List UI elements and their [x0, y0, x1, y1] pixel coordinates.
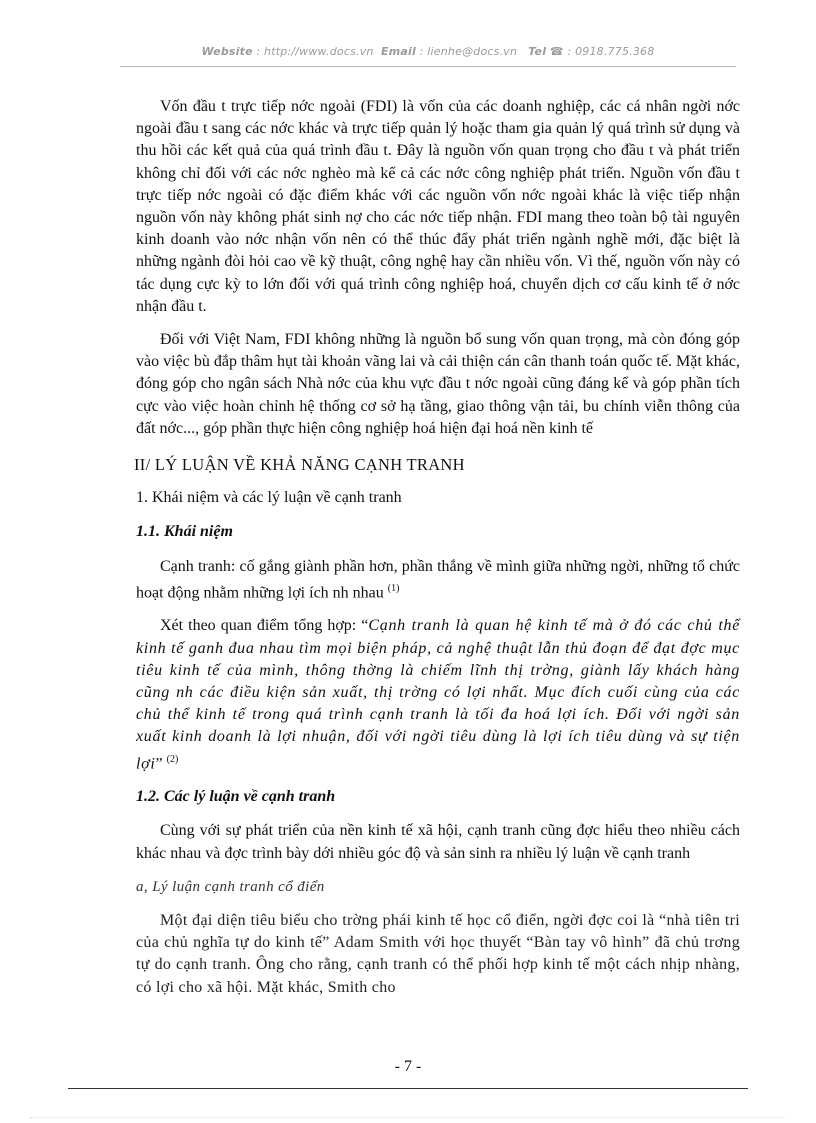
website-url[interactable]: http://www.docs.vn	[264, 45, 374, 58]
paragraph-adam-smith: Một đại diện tiêu biểu cho trờng phái kinh tế học cổ điển, ngời đợc coi là “nhà tiên tri của chủ nghĩa tự do kinh tế” Adam Smith với học thuyết “Bàn tay vô hình” đã chủ trơng tự do cạnh tranh. Ông cho rằng, cạnh tranh có thể phối hợp kinh tế một cách nhịp nhàng, có lợi cho xã hội. Mặt khác, Smith cho	[136, 911, 740, 996]
email-label: Email	[381, 45, 416, 58]
subsubsection-heading-concept: 1.1. Khái niệm	[136, 523, 233, 541]
document-body	[136, 96, 740, 1010]
paragraph-fdi-vietnam: Đối với Việt Nam, FDI không những là nguồn bổ sung vốn quan trọng, mà còn đóng góp vào việc bù đắp thâm hụt tài khoản vãng lai và cải thiện cán cân thanh toán quốc tế. Mặt khác, đóng góp cho ngân sách Nhà nớc của khu vực đầu t nớc ngoài cũng đáng kể và góp phần tích cực vào việc hoàn chỉnh hệ thống cơ sở hạ tầng, giao thông vận tải, bu chính viễn thông của đất nớc..., góp phần thực hiện công nghiệp hoá hiện đại hoá nền kinh tế	[136, 331, 740, 437]
tel-label: Tel	[528, 45, 547, 58]
subsection-heading: 1. Khái niệm và các lý luận về cạnh tranh	[136, 489, 402, 507]
footer-divider	[68, 1088, 748, 1089]
paragraph-theories-intro: Cùng với sự phát triển của nền kinh tế xã hội, cạnh tranh cũng đợc hiểu theo nhiều cách khác nhau và đợc trình bày dới nhiều góc độ và sản sinh ra nhiều lý luận về cạnh tranh	[136, 822, 740, 862]
page-header: Website : http://www.docs.vn Email : lienhe@docs.vn Tel ☎ : 0918.775.368	[201, 45, 655, 58]
phone-icon: ☎	[549, 45, 564, 58]
quote-text: Cạnh tranh là quan hệ kinh tế mà ở đó các chủ thể kinh tế ganh đua nhau tìm mọi biện pháp, cả nghệ thuật lẫn thủ đoạn để đạt đợc mục tiêu kinh tế của mình, thông thờng là chiếm lĩnh thị trờng, giành lấy khách hàng cũng nh các điều kiện sản xuất, thị trờng có lợi nhất. Mục đích cuối cùng của các chủ thể kinh tế trong quá trình cạnh tranh là tối đa hoá lợi ích. Đối với ngời sản xuất kinh doanh là lợi nhuận, đối với ngời tiêu dùng là lợi ích tiêu dùng và sự tiện lợi	[136, 617, 740, 772]
footnote-ref-2: (2)	[166, 753, 179, 765]
paragraph-competition-synthesis: Xét theo quan điểm tổng hợp: “Cạnh tranh là quan hệ kinh tế mà ở đó các chủ thể kinh tế ganh đua nhau tìm mọi biện pháp, cả nghệ thuật lẫn thủ đoạn để đạt đợc mục tiêu kinh tế của mình, thông thờng là chiếm lĩnh thị trờng, giành lấy khách hàng cũng nh các điều kiện sản xuất, thị trờng có lợi nhất. Mục đích cuối cùng của các chủ thể kinh tế trong quá trình cạnh tranh là tối đa hoá lợi ích. Đối với ngời sản xuất kinh doanh là lợi nhuận, đối với ngời tiêu dùng là lợi ích tiêu dùng và sự tiện lợi” $^{(2)}$	[136, 617, 740, 772]
header-divider	[120, 66, 736, 67]
page-edge-dotted-line	[30, 1117, 786, 1118]
page-number: - 7 -	[394, 1058, 422, 1075]
footnote-ref-1: (1)	[387, 582, 400, 594]
classical-theory-heading: a, Lý luận cạnh tranh cổ điển	[136, 878, 325, 895]
paragraph-competition-definition: Cạnh tranh: cố gắng giành phần hơn, phần thắng về mình giữa những ngời, những tổ chức hoạt động nhằm những lợi ích nh nhau $^{(1)}$	[136, 557, 740, 602]
section-heading: II/ LÝ LUẬN VỀ KHẢ NĂNG CẠNH TRANH	[134, 455, 465, 475]
tel-value: : 0918.775.368	[563, 45, 655, 58]
website-label: Website	[201, 45, 253, 58]
paragraph-fdi-definition: Vốn đầu t trực tiếp nớc ngoài (FDI) là vốn của các doanh nghiệp, các cá nhân ngời nớc ngoài đầu t sang các nớc khác và trực tiếp quản lý hoặc tham gia quản lý quá trình sử dụng và thu hồi các kết quả của quá trình đầu t. Đây là nguồn vốn quan trọng cho đầu t và phát triển không chỉ đối với các nớc nghèo mà kể cả các nớc công nghiệp phát triển. Nguồn vốn đầu t trực tiếp nớc ngoài có đặc điểm khác với các nguồn vốn nớc ngoài khác là việc tiếp nhận nguồn vốn này không phát sinh nợ cho các nớc tiếp nhận. FDI mang theo toàn bộ tài nguyên kinh doanh vào nớc nhận vốn nên có thể thúc đẩy phát triển ngành nghề mới, đặc biệt là những ngành đòi hỏi cao về kỹ thuật, công nghệ hay cần nhiều vốn. Vì thế, nguồn vốn này có tác dụng cực kỳ to lớn đối với quá trình công nghiệp hoá, chuyển dịch cơ cấu kinh tế ở nớc nhận đầu t.	[136, 98, 740, 315]
subsubsection-heading-theories: 1.2. Các lý luận về cạnh tranh	[136, 788, 336, 806]
email-value[interactable]: lienhe@docs.vn	[427, 45, 518, 58]
